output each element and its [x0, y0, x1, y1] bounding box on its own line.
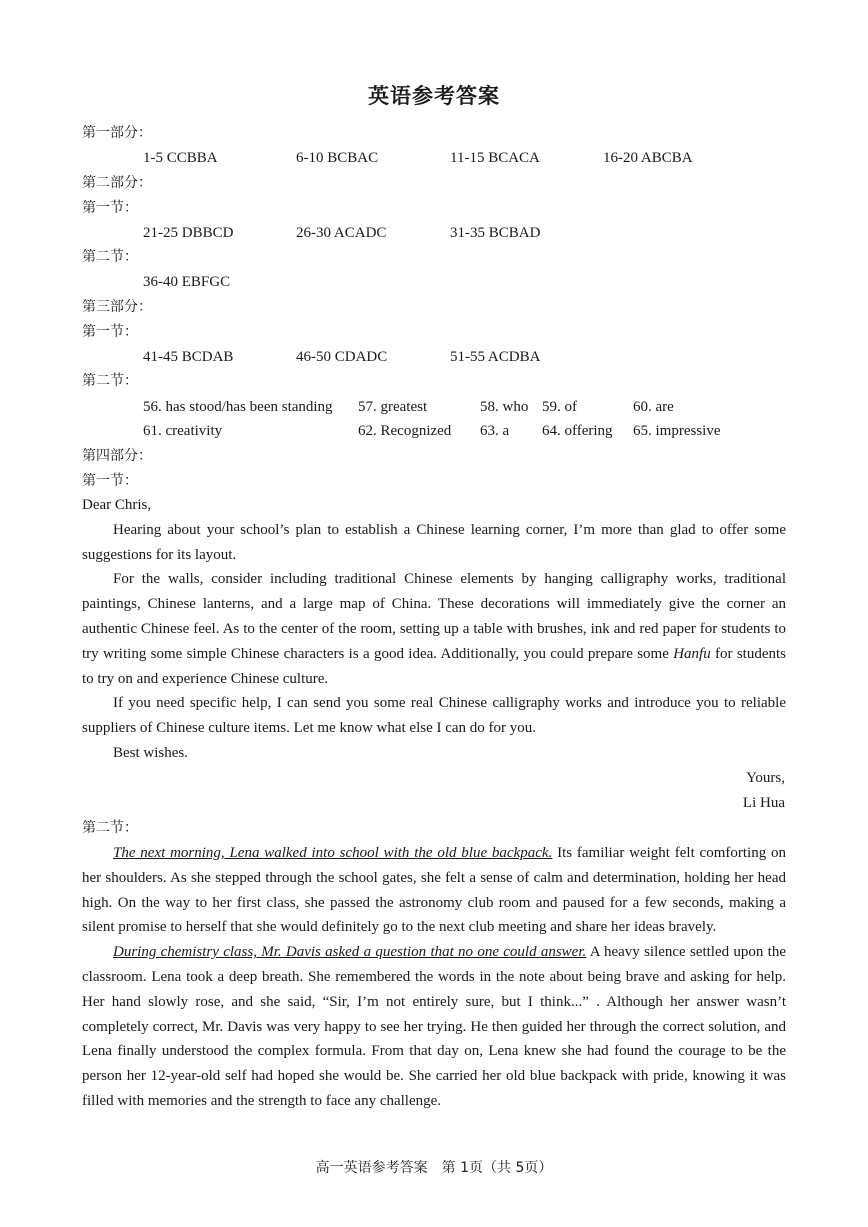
section-heading: 第一节： — [82, 473, 138, 489]
grammar-answer: 64. offering — [542, 423, 613, 439]
answer-group: 26-30 ACADC — [296, 225, 387, 241]
letter-text: For the walls, consider including traditional Chinese elements by hanging calligraphy works, traditional paintings, Chinese lanterns, and a large map of China. These decorations will immediately give the corner an authentic Chinese feel. As to the center of the room, setting up a table with brushes, ink and red paper for students to try writing some simple Chinese characters is a good idea. Additionally, you could prepare some — [82, 571, 786, 662]
story-lead-sentence: During chemistry class, Mr. Davis asked a question that no one could answer. — [113, 944, 587, 961]
answer-group: 36-40 EBFGC — [143, 274, 231, 290]
answer-group: 11-15 BCACA — [450, 150, 540, 166]
answer-group: 16-20 ABCBA — [603, 150, 693, 166]
letter-closing: Best wishes. — [113, 744, 188, 761]
part1-heading: 第一部分： — [82, 125, 152, 141]
letter-text: for students to try on and experience Chinese culture. — [82, 645, 786, 687]
story-text: Its familiar weight felt comforting on her shoulders. As she stepped through the school gates, she felt a sense of calm and determination, holding her head high. On the way to her first class, she passed the astronomy club room and paused for a few seconds, making a silent promise to herself that she would definitely go to the next club meeting and share her ideas bravely. — [82, 845, 786, 936]
letter-paragraph: Hearing about your school’s plan to establish a Chinese learning corner, I’m more than glad to offer some suggestions for its layout. — [82, 521, 786, 563]
answer-group: 51-55 ACDBA — [450, 349, 541, 365]
part2-heading: 第二部分： — [82, 175, 152, 191]
page-title: 英语参考答案 — [368, 84, 500, 108]
story-paragraph — [82, 940, 786, 1114]
answer-group: 1-5 CCBBA — [143, 150, 218, 166]
answer-group: 41-45 BCDAB — [143, 349, 234, 365]
answer-group: 31-35 BCBAD — [450, 225, 541, 241]
story-text: A heavy silence settled upon the classroom. Lena took a deep breath. She remembered the words in the note about being brave and asking for help. Her hand slowly rose, and she said, “Sir, I’m not entirely sure, but I think...” . Although her answer wasn’t completely correct, Mr. Davis was very happy to see her trying. He then guided her through the correct solution, and Lena finally understood the complex formula. From that day on, Lena knew she had found the courage to be the person her 12-year-old self had hoped she would be. She carried her old blue backpack with pride, knowing it was filled with memories and the strength to face any challenge. — [82, 944, 786, 1109]
grammar-answer: 62. Recognized — [358, 423, 452, 439]
story-lead-sentence: The next morning, Lena walked into school with the old blue backpack. — [113, 845, 553, 861]
letter-paragraph: If you need specific help, I can send you some real Chinese calligraphy works and introduce you to reliable suppliers of Chinese culture items. Let me know what else I can do for you. — [82, 695, 786, 737]
section-heading: 第一节： — [82, 324, 138, 340]
grammar-answer: 61. creativity — [143, 423, 223, 439]
section-heading: 第二节： — [82, 820, 138, 836]
section-heading: 第一节： — [82, 200, 138, 216]
part3-heading: 第三部分： — [82, 299, 152, 315]
grammar-answer: 63. a — [480, 423, 510, 439]
grammar-answer: 57. greatest — [358, 399, 428, 415]
grammar-answer: 58. who — [480, 399, 529, 415]
sample-letter — [82, 493, 786, 766]
grammar-answer: 56. has stood/has been standing — [143, 399, 333, 415]
section-heading: 第二节： — [82, 373, 138, 389]
letter-greeting: Dear Chris, — [82, 497, 152, 513]
answer-group: 6-10 BCBAC — [296, 150, 379, 166]
story-paragraph — [82, 841, 786, 940]
part4-heading: 第四部分： — [82, 448, 152, 464]
answer-group: 21-25 DBBCD — [143, 225, 234, 241]
grammar-answer: 59. of — [542, 399, 577, 415]
section-heading: 第二节： — [82, 249, 138, 265]
letter-sign-off: Yours, — [746, 770, 785, 786]
letter-italic-term: Hanfu — [673, 645, 711, 662]
answer-group: 46-50 CDADC — [296, 349, 388, 365]
letter-signature: Li Hua — [742, 795, 785, 811]
grammar-answer: 65. impressive — [633, 423, 721, 439]
page-footer: 高一英语参考答案 第 1页（共 5页） — [315, 1160, 553, 1176]
sample-story — [82, 841, 786, 1114]
grammar-answer: 60. are — [633, 399, 674, 415]
letter-paragraph — [82, 567, 786, 691]
